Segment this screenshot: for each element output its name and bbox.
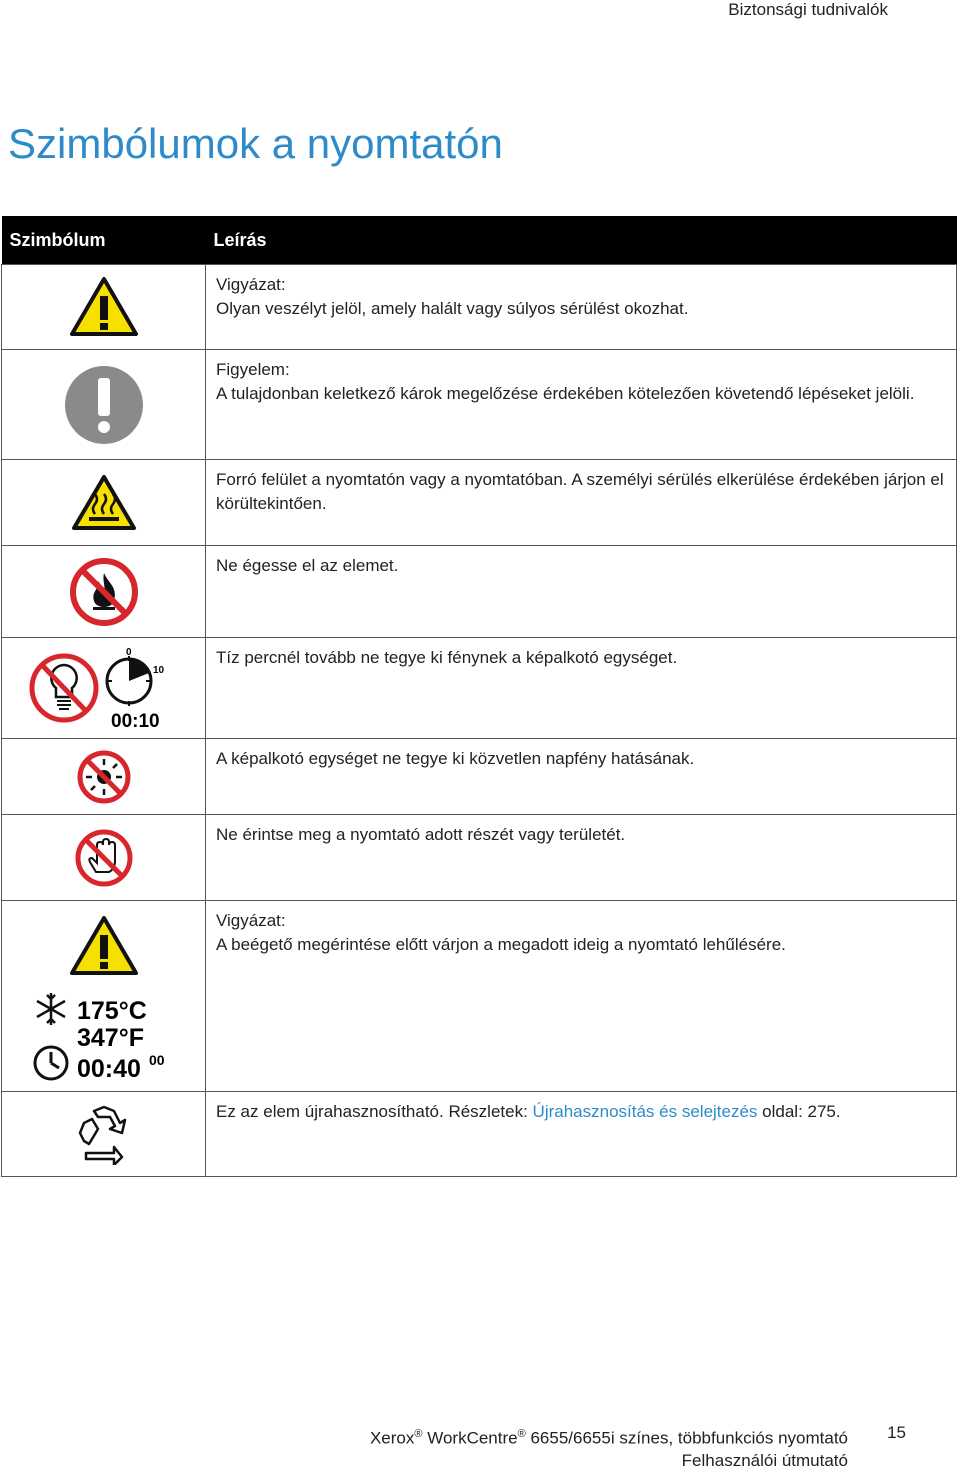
recycle-link[interactable]: Újrahasznosítás és selejtezés [532,1102,758,1121]
table-row [2,265,957,350]
hot-surface-icon [71,474,137,532]
timer-label: 00:10 [110,711,160,732]
row-text [206,1092,957,1177]
recycle-icon [72,1103,136,1165]
row-text: A beégető megérintése előtt várjon a megadott ideig a nyomtató lehűlésére. [216,935,786,954]
col-header-description: Leírás [206,216,957,265]
no-burn-icon [69,557,139,627]
temp-fahrenheit: 347 [76,1024,119,1052]
table-row [2,901,957,1092]
footer-product: WorkCentre [427,1428,518,1448]
caution-icon [63,364,145,446]
row-text: A tulajdonban keletkező károk megelőzése érdekében kötelezően követendő lépéseket jelöli. [216,384,915,403]
footer [370,1423,848,1472]
row-text-after: oldal: 275. [757,1102,841,1121]
symbol-table [1,216,957,1177]
page-title: Szimbólumok a nyomtatón [8,120,503,167]
no-touch-icon [74,828,134,888]
row-label: Vigyázat: [216,275,286,294]
row-text: Ne érintse meg a nyomtató adott részét vagy területét. [206,815,957,901]
registered-mark: ® [414,1428,423,1440]
svg-text:347°F [77,1024,144,1052]
footer-model: 6655/6655i színes, többfunkciós nyomtató [530,1428,848,1448]
cooling-info-graphic [29,989,179,1085]
warning-icon [69,915,139,977]
table-row [2,546,957,638]
row-text: A képalkotó egységet ne tegye ki közvetlen napfény hatásának. [206,739,957,815]
row-label: Figyelem: [216,360,290,379]
row-text: Ne égesse el az elemet. [206,546,957,638]
timer-start-label: 0 [125,647,132,658]
section-header: Biztonsági tudnivalók [728,0,888,19]
footer-brand: Xerox [369,1428,415,1448]
row-text: Tíz percnél tovább ne tegye ki fénynek a képalkotó egységet. [206,638,957,739]
table-row [2,350,957,460]
footer-guide: Felhasználói útmutató [681,1450,848,1470]
cool-time: 00:40 [76,1055,141,1083]
table-row [2,815,957,901]
table-row [2,460,957,546]
snowflake-icon [37,993,65,1025]
table-row [2,1092,957,1177]
timer-end-label: 10 [152,665,164,676]
no-sunlight-icon [76,749,132,805]
row-text: Olyan veszélyt jelöl, amely halált vagy súlyos sérülést okozhat. [216,299,689,318]
row-label: Vigyázat: [216,911,286,930]
temp-celsius: 175 [76,997,119,1025]
col-header-symbol: Szimbólum [2,216,206,265]
cool-time-sup: 00 [148,1052,165,1068]
no-light-exposure-icon [29,643,179,733]
table-row [2,638,957,739]
warning-icon [69,276,139,338]
row-text: Forró felület a nyomtatón vagy a nyomtatóban. A személyi sérülés elkerülése érdekében járjon el körültekintően. [206,460,957,546]
clock-icon [35,1047,67,1079]
table-row [2,739,957,815]
page-number: 15 [887,1423,906,1442]
row-text-before: Ez az elem újrahasznosítható. Részletek: [216,1102,533,1121]
temp-fahrenheit-unit: °F [118,1024,144,1052]
temp-celsius-unit: °C [118,997,147,1025]
registered-mark: ® [517,1428,526,1440]
svg-text:175°C [77,997,147,1025]
